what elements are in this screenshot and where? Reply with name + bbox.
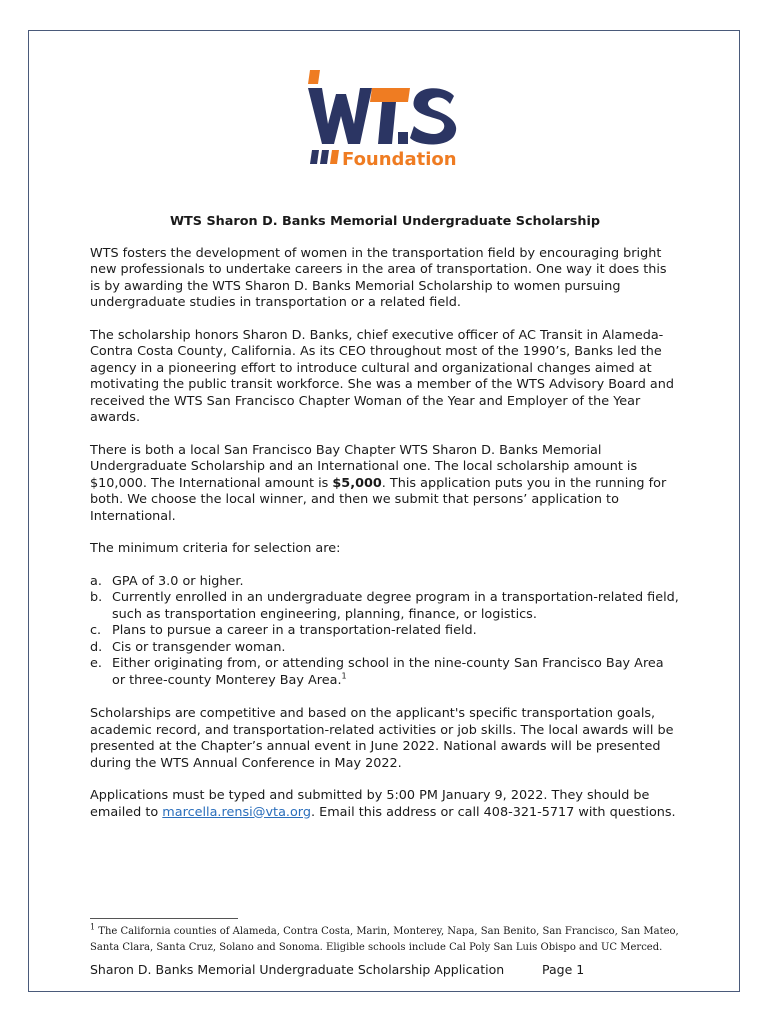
email-link[interactable]: marcella.rensi@vta.org	[162, 804, 311, 820]
footnote-ref: 1	[341, 671, 347, 681]
amounts-text-1: There is both a local San Francisco Bay Chapter WTS Sharon D. Banks Memorial Undergraduate Scholarship and an International one. The local scholarship amount is $10,000. The International amount is	[90, 442, 638, 491]
page-footer	[90, 962, 690, 977]
document-title: WTS Sharon D. Banks Memorial Undergraduate Scholarship	[169, 214, 601, 229]
criteria-item	[90, 623, 680, 640]
footnote-text: The California counties of Alameda, Contra Costa, Marin, Monterey, Napa, San Benito, San Francisco, San Mateo, Santa Clara, Santa Cruz, Solano and Sonoma. Eligible schools include Cal Poly San Luis Obispo and UC Merced.	[90, 926, 679, 953]
criteria-label: d.	[90, 639, 103, 655]
criteria-label: a.	[90, 573, 102, 589]
criteria-item	[90, 656, 680, 689]
competitive-paragraph: Scholarships are competitive and based on the applicant's specific transportation goals, academic record, and transportation-related activities or job skills. The local awards will be presented at the Chapter’s annual event in June 2022. National awards will be presented during the WTS Annual Conference in May 2022.	[90, 706, 674, 771]
criteria-text: Currently enrolled in an undergraduate degree program in a transportation-related field, such as transportation engineering, planning, finance, or logistics.	[112, 590, 679, 622]
criteria-text: GPA of 3.0 or higher.	[112, 573, 244, 589]
criteria-label: e.	[90, 656, 102, 671]
footnote-number: 1	[90, 922, 96, 932]
criteria-item	[90, 590, 680, 623]
logo-subtitle: Foundation	[342, 149, 457, 170]
intro-paragraph: WTS fosters the development of women in the transportation field by encouraging bright new professionals to undertake careers in the area of transportation. One way it does this is by awarding the WTS Sharon D. Banks Memorial Scholarship to women pursuing undergraduate studies in transportation or a related field.	[90, 245, 667, 310]
footnote	[90, 924, 690, 956]
amounts-paragraph	[90, 443, 680, 526]
criteria-label: b.	[90, 590, 103, 605]
amounts-text-2: . This application puts you in the running for both. We choose the local winner, and then we submit that persons’ application to International.	[90, 475, 667, 524]
criteria-text: Cis or transgender woman.	[112, 639, 286, 655]
criteria-text: Plans to pursue a career in a transportation-related field.	[112, 623, 477, 638]
criteria-item	[90, 574, 680, 591]
footer-doc-name: Sharon D. Banks Memorial Undergraduate Scholarship Application	[90, 962, 505, 977]
footnote-divider	[90, 918, 238, 919]
criteria-text: Either originating from, or attending school in the nine-county San Francisco Bay Area or three-county Monterey Bay Area.	[112, 656, 664, 688]
criteria-label: c.	[90, 623, 102, 638]
document-body	[90, 214, 680, 837]
page-number: Page 1	[542, 962, 585, 977]
apply-text-2: . Email this address or call 408-321-5717 with questions.	[310, 804, 676, 820]
apply-text-1: Applications must be typed and submitted by 5:00 PM January 9, 2022. They should be emailed to	[90, 788, 650, 820]
wts-foundation-logo	[306, 66, 466, 170]
intl-amount: $5,000	[332, 475, 382, 491]
criteria-item	[90, 640, 680, 657]
criteria-list	[90, 574, 680, 690]
apply-paragraph	[90, 788, 680, 821]
honors-paragraph: The scholarship honors Sharon D. Banks, chief executive officer of AC Transit in Alameda-Contra Costa County, California. As its CEO throughout most of the 1990’s, Banks led the agency in a pioneering effort to introduce cultural and organizational changes aimed at motivating the public transit workforce. She was a member of the WTS Advisory Board and received the WTS San Francisco Chapter Woman of the Year and Employer of the Year awards.	[90, 327, 674, 425]
criteria-intro: The minimum criteria for selection are:	[90, 541, 341, 556]
